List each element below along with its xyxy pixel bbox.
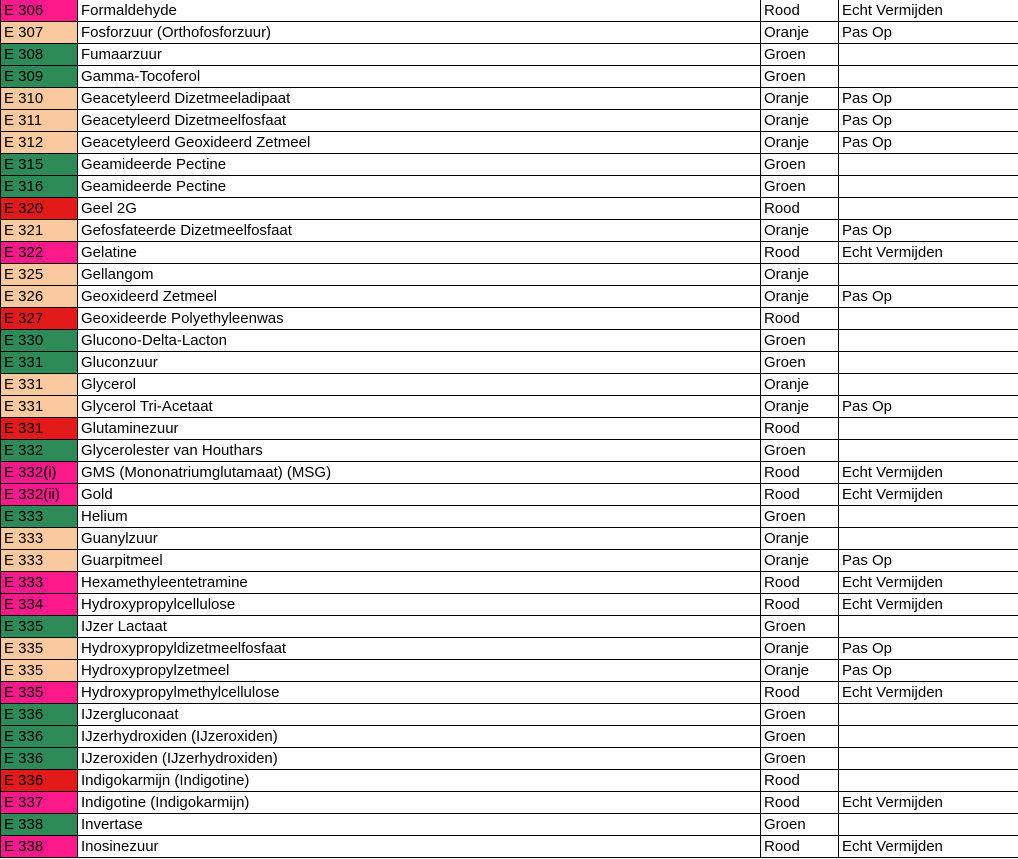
table-row[interactable] xyxy=(1,462,1018,484)
table-row[interactable] xyxy=(1,484,1018,506)
additive-name-cell[interactable]: IJzeroxiden (IJzerhydroxiden) xyxy=(78,748,761,770)
additive-name-cell[interactable]: IJzer Lactaat xyxy=(78,616,761,638)
additive-name-cell[interactable]: Geacetyleerd Dizetmeeladipaat xyxy=(78,88,761,110)
table-row[interactable] xyxy=(1,616,1018,638)
e-number-cell[interactable]: E 331 xyxy=(1,374,78,396)
table-row[interactable] xyxy=(1,352,1018,374)
table-row[interactable] xyxy=(1,836,1018,858)
e-number-cell[interactable]: E 336 xyxy=(1,770,78,792)
table-row[interactable] xyxy=(1,88,1018,110)
status-cell[interactable]: Groen xyxy=(761,66,839,88)
e-number-cell[interactable]: E 325 xyxy=(1,264,78,286)
additive-name-cell[interactable]: Glucono-Delta-Lacton xyxy=(78,330,761,352)
advice-cell[interactable] xyxy=(839,352,1018,374)
additive-name-cell[interactable]: Gamma-Tocoferol xyxy=(78,66,761,88)
e-number-cell[interactable]: E 336 xyxy=(1,726,78,748)
e-number-cell[interactable]: E 337 xyxy=(1,792,78,814)
status-cell[interactable]: Oranje xyxy=(761,88,839,110)
table-row[interactable] xyxy=(1,176,1018,198)
status-cell[interactable]: Rood xyxy=(761,462,839,484)
advice-cell[interactable] xyxy=(839,814,1018,836)
e-number-cell[interactable]: E 338 xyxy=(1,836,78,858)
status-cell[interactable]: Rood xyxy=(761,308,839,330)
e-number-cell[interactable]: E 312 xyxy=(1,132,78,154)
e-number-cell[interactable]: E 322 xyxy=(1,242,78,264)
additive-name-cell[interactable]: Glycerol Tri-Acetaat xyxy=(78,396,761,418)
e-number-cell[interactable]: E 331 xyxy=(1,352,78,374)
additive-name-cell[interactable]: Geacetyleerd Dizetmeelfosfaat xyxy=(78,110,761,132)
table-row[interactable] xyxy=(1,682,1018,704)
table-row[interactable] xyxy=(1,792,1018,814)
status-cell[interactable]: Oranje xyxy=(761,286,839,308)
e-number-cell[interactable]: E 309 xyxy=(1,66,78,88)
e-number-cell[interactable]: E 333 xyxy=(1,572,78,594)
e-number-cell[interactable]: E 332(ii) xyxy=(1,484,78,506)
table-row[interactable] xyxy=(1,132,1018,154)
table-row[interactable] xyxy=(1,308,1018,330)
status-cell[interactable]: Groen xyxy=(761,440,839,462)
table-row[interactable] xyxy=(1,22,1018,44)
advice-cell[interactable] xyxy=(839,418,1018,440)
table-row[interactable] xyxy=(1,198,1018,220)
status-cell[interactable]: Groen xyxy=(761,352,839,374)
advice-cell[interactable]: Pas Op xyxy=(839,550,1018,572)
status-cell[interactable]: Rood xyxy=(761,770,839,792)
status-cell[interactable]: Rood xyxy=(761,836,839,858)
advice-cell[interactable] xyxy=(839,308,1018,330)
e-number-cell[interactable]: E 316 xyxy=(1,176,78,198)
table-row[interactable] xyxy=(1,220,1018,242)
table-row[interactable] xyxy=(1,0,1018,22)
status-cell[interactable]: Rood xyxy=(761,418,839,440)
advice-cell[interactable] xyxy=(839,176,1018,198)
additive-name-cell[interactable]: Geoxideerd Zetmeel xyxy=(78,286,761,308)
advice-cell[interactable] xyxy=(839,726,1018,748)
e-number-cell[interactable]: E 335 xyxy=(1,638,78,660)
status-cell[interactable]: Oranje xyxy=(761,638,839,660)
advice-cell[interactable] xyxy=(839,198,1018,220)
advice-cell[interactable]: Echt Vermijden xyxy=(839,572,1018,594)
status-cell[interactable]: Rood xyxy=(761,594,839,616)
advice-cell[interactable]: Pas Op xyxy=(839,220,1018,242)
status-cell[interactable]: Oranje xyxy=(761,374,839,396)
advice-cell[interactable]: Pas Op xyxy=(839,22,1018,44)
status-cell[interactable]: Oranje xyxy=(761,396,839,418)
additive-name-cell[interactable]: Gluconzuur xyxy=(78,352,761,374)
advice-cell[interactable]: Echt Vermijden xyxy=(839,242,1018,264)
table-row[interactable] xyxy=(1,264,1018,286)
table-row[interactable] xyxy=(1,242,1018,264)
table-row[interactable] xyxy=(1,286,1018,308)
table-row[interactable] xyxy=(1,638,1018,660)
advice-cell[interactable]: Pas Op xyxy=(839,638,1018,660)
status-cell[interactable]: Rood xyxy=(761,242,839,264)
additive-name-cell[interactable]: Helium xyxy=(78,506,761,528)
status-cell[interactable]: Groen xyxy=(761,330,839,352)
status-cell[interactable]: Rood xyxy=(761,682,839,704)
additive-name-cell[interactable]: Formaldehyde xyxy=(78,0,761,22)
e-number-cell[interactable]: E 338 xyxy=(1,814,78,836)
additive-name-cell[interactable]: IJzerhydroxiden (IJzeroxiden) xyxy=(78,726,761,748)
table-row[interactable] xyxy=(1,770,1018,792)
table-row[interactable] xyxy=(1,66,1018,88)
table-row[interactable] xyxy=(1,726,1018,748)
status-cell[interactable]: Rood xyxy=(761,198,839,220)
advice-cell[interactable]: Echt Vermijden xyxy=(839,0,1018,22)
advice-cell[interactable]: Echt Vermijden xyxy=(839,682,1018,704)
e-number-cell[interactable]: E 336 xyxy=(1,748,78,770)
additive-name-cell[interactable]: Gefosfateerde Dizetmeelfosfaat xyxy=(78,220,761,242)
status-cell[interactable]: Rood xyxy=(761,572,839,594)
additive-name-cell[interactable]: Gellangom xyxy=(78,264,761,286)
status-cell[interactable]: Rood xyxy=(761,792,839,814)
e-number-cell[interactable]: E 308 xyxy=(1,44,78,66)
additive-name-cell[interactable]: Hydroxypropylzetmeel xyxy=(78,660,761,682)
additive-name-cell[interactable]: Fumaarzuur xyxy=(78,44,761,66)
additive-name-cell[interactable]: Indigokarmijn (Indigotine) xyxy=(78,770,761,792)
additive-name-cell[interactable]: Geamideerde Pectine xyxy=(78,176,761,198)
status-cell[interactable]: Rood xyxy=(761,0,839,22)
table-row[interactable] xyxy=(1,506,1018,528)
additive-name-cell[interactable]: Hydroxypropylcellulose xyxy=(78,594,761,616)
additive-name-cell[interactable]: Glycerolester van Houthars xyxy=(78,440,761,462)
advice-cell[interactable] xyxy=(839,528,1018,550)
table-row[interactable] xyxy=(1,396,1018,418)
advice-cell[interactable] xyxy=(839,770,1018,792)
additive-name-cell[interactable]: Geacetyleerd Geoxideerd Zetmeel xyxy=(78,132,761,154)
advice-cell[interactable] xyxy=(839,440,1018,462)
additive-name-cell[interactable]: Hexamethyleentetramine xyxy=(78,572,761,594)
advice-cell[interactable] xyxy=(839,66,1018,88)
status-cell[interactable]: Groen xyxy=(761,748,839,770)
status-cell[interactable]: Groen xyxy=(761,726,839,748)
status-cell[interactable]: Rood xyxy=(761,484,839,506)
status-cell[interactable]: Oranje xyxy=(761,22,839,44)
e-number-cell[interactable]: E 310 xyxy=(1,88,78,110)
e-number-cell[interactable]: E 332(i) xyxy=(1,462,78,484)
status-cell[interactable]: Oranje xyxy=(761,220,839,242)
table-body xyxy=(1,0,1018,858)
advice-cell[interactable] xyxy=(839,748,1018,770)
e-number-cell[interactable]: E 330 xyxy=(1,330,78,352)
additive-name-cell[interactable]: Hydroxypropyldizetmeelfosfaat xyxy=(78,638,761,660)
advice-cell[interactable]: Pas Op xyxy=(839,286,1018,308)
additive-name-cell[interactable]: Guanylzuur xyxy=(78,528,761,550)
additive-name-cell[interactable]: Inosinezuur xyxy=(78,836,761,858)
e-number-cell[interactable]: E 332 xyxy=(1,440,78,462)
additive-name-cell[interactable]: IJzergluconaat xyxy=(78,704,761,726)
status-cell[interactable]: Groen xyxy=(761,704,839,726)
table-row[interactable] xyxy=(1,44,1018,66)
e-number-cell[interactable]: E 334 xyxy=(1,594,78,616)
table-row[interactable] xyxy=(1,704,1018,726)
table-row[interactable] xyxy=(1,660,1018,682)
status-cell[interactable]: Groen xyxy=(761,44,839,66)
advice-cell[interactable] xyxy=(839,374,1018,396)
advice-cell[interactable]: Pas Op xyxy=(839,88,1018,110)
additive-name-cell[interactable]: Gold xyxy=(78,484,761,506)
additive-name-cell[interactable]: Invertase xyxy=(78,814,761,836)
status-cell[interactable]: Oranje xyxy=(761,660,839,682)
table-row[interactable] xyxy=(1,550,1018,572)
table-row[interactable] xyxy=(1,572,1018,594)
additive-name-cell[interactable]: Fosforzuur (Orthofosforzuur) xyxy=(78,22,761,44)
advice-cell[interactable]: Pas Op xyxy=(839,660,1018,682)
advice-cell[interactable] xyxy=(839,264,1018,286)
advice-cell[interactable]: Pas Op xyxy=(839,110,1018,132)
table-row[interactable] xyxy=(1,440,1018,462)
additive-name-cell[interactable]: Glycerol xyxy=(78,374,761,396)
e-number-cell[interactable]: E 311 xyxy=(1,110,78,132)
e-number-cell[interactable]: E 306 xyxy=(1,0,78,22)
status-cell[interactable]: Oranje xyxy=(761,550,839,572)
additive-name-cell[interactable]: Geamideerde Pectine xyxy=(78,154,761,176)
e-number-cell[interactable]: E 335 xyxy=(1,682,78,704)
e-number-cell[interactable]: E 336 xyxy=(1,704,78,726)
table-row[interactable] xyxy=(1,110,1018,132)
e-number-cell[interactable]: E 333 xyxy=(1,550,78,572)
status-cell[interactable]: Groen xyxy=(761,814,839,836)
table-row[interactable] xyxy=(1,528,1018,550)
table-row[interactable] xyxy=(1,814,1018,836)
e-number-cell[interactable]: E 315 xyxy=(1,154,78,176)
status-cell[interactable]: Oranje xyxy=(761,264,839,286)
e-number-cell[interactable]: E 335 xyxy=(1,660,78,682)
advice-cell[interactable]: Echt Vermijden xyxy=(839,594,1018,616)
status-cell[interactable]: Groen xyxy=(761,154,839,176)
table-row[interactable] xyxy=(1,154,1018,176)
e-number-cell[interactable]: E 320 xyxy=(1,198,78,220)
advice-cell[interactable] xyxy=(839,330,1018,352)
e-number-cell[interactable]: E 335 xyxy=(1,616,78,638)
additive-name-cell[interactable]: Gelatine xyxy=(78,242,761,264)
status-cell[interactable]: Oranje xyxy=(761,132,839,154)
status-cell[interactable]: Groen xyxy=(761,176,839,198)
e-number-cell[interactable]: E 331 xyxy=(1,418,78,440)
e-number-cell[interactable]: E 307 xyxy=(1,22,78,44)
advice-cell[interactable]: Echt Vermijden xyxy=(839,792,1018,814)
additive-name-cell[interactable]: GMS (Mononatriumglutamaat) (MSG) xyxy=(78,462,761,484)
advice-cell[interactable]: Echt Vermijden xyxy=(839,484,1018,506)
advice-cell[interactable] xyxy=(839,44,1018,66)
advice-cell[interactable] xyxy=(839,616,1018,638)
status-cell[interactable]: Oranje xyxy=(761,528,839,550)
status-cell[interactable]: Oranje xyxy=(761,110,839,132)
status-cell[interactable]: Groen xyxy=(761,616,839,638)
additive-name-cell[interactable]: Guarpitmeel xyxy=(78,550,761,572)
advice-cell[interactable] xyxy=(839,704,1018,726)
additive-name-cell[interactable]: Indigotine (Indigokarmijn) xyxy=(78,792,761,814)
e-number-cell[interactable]: E 321 xyxy=(1,220,78,242)
additive-name-cell[interactable]: Geoxideerde Polyethyleenwas xyxy=(78,308,761,330)
advice-cell[interactable]: Pas Op xyxy=(839,396,1018,418)
additive-name-cell[interactable]: Hydroxypropylmethylcellulose xyxy=(78,682,761,704)
advice-cell[interactable]: Echt Vermijden xyxy=(839,836,1018,858)
table-row[interactable] xyxy=(1,330,1018,352)
e-number-cell[interactable]: E 333 xyxy=(1,528,78,550)
table-row[interactable] xyxy=(1,374,1018,396)
e-number-cell[interactable]: E 327 xyxy=(1,308,78,330)
advice-cell[interactable] xyxy=(839,154,1018,176)
table-row[interactable] xyxy=(1,594,1018,616)
additive-name-cell[interactable]: Glutaminezuur xyxy=(78,418,761,440)
table-row[interactable] xyxy=(1,748,1018,770)
status-cell[interactable]: Groen xyxy=(761,506,839,528)
advice-cell[interactable]: Echt Vermijden xyxy=(839,462,1018,484)
advice-cell[interactable] xyxy=(839,506,1018,528)
e-number-cell[interactable]: E 326 xyxy=(1,286,78,308)
e-number-cell[interactable]: E 333 xyxy=(1,506,78,528)
table-row[interactable] xyxy=(1,418,1018,440)
e-number-cell[interactable]: E 331 xyxy=(1,396,78,418)
advice-cell[interactable]: Pas Op xyxy=(839,132,1018,154)
additive-name-cell[interactable]: Geel 2G xyxy=(78,198,761,220)
